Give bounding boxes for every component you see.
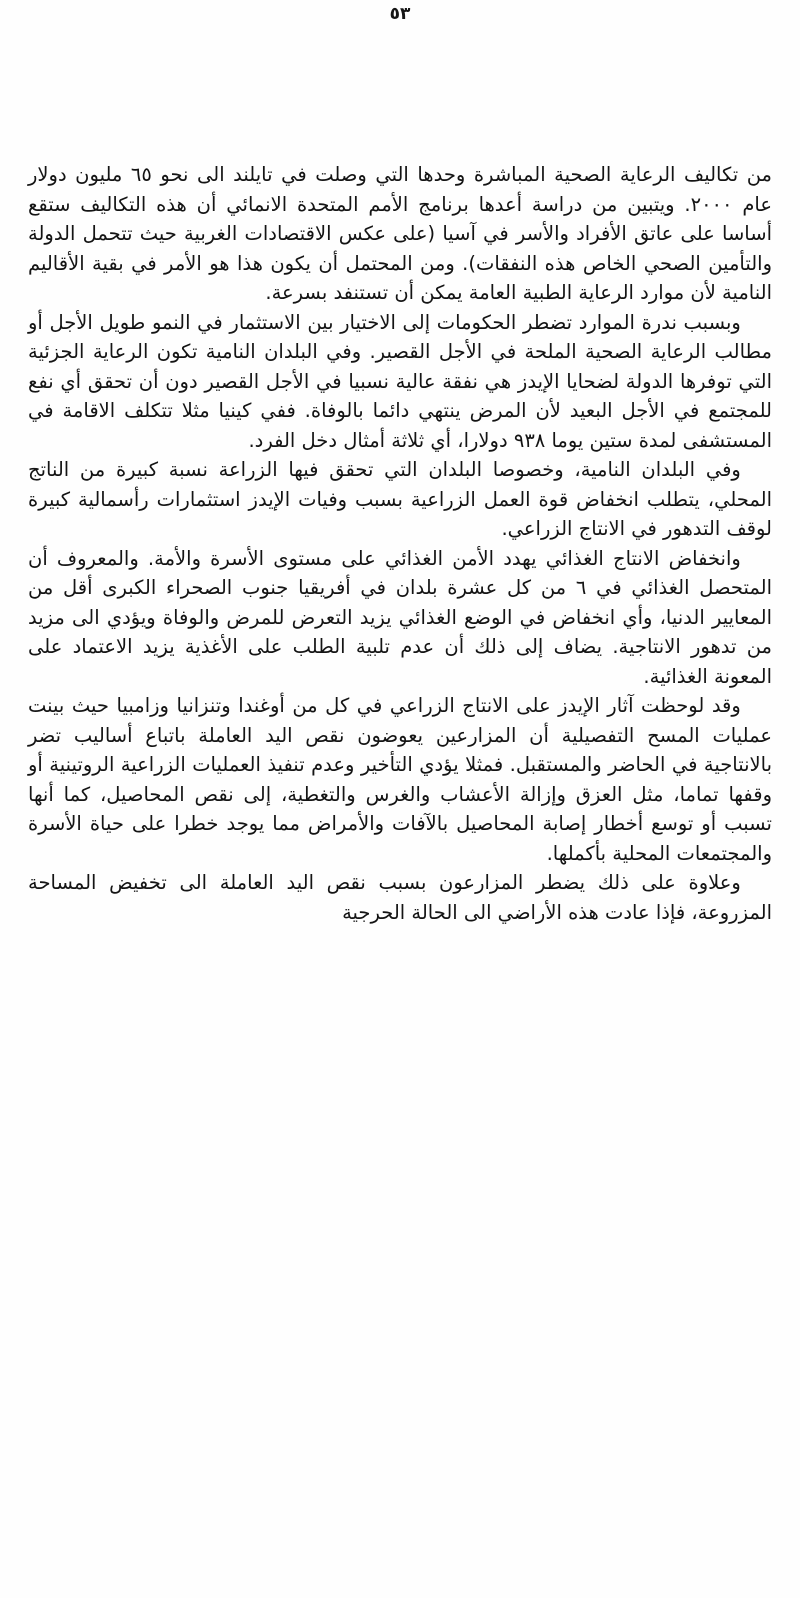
page-number: ٥٣ bbox=[389, 4, 411, 24]
paragraph-food-security: وانخفاض الانتاج الغذائي يهدد الأمن الغذائي على مستوى الأسرة والأمة. والمعروف أن المتحصل الغذائي في ٦ من كل عشرة بلدان في أفريقيا جنوب الصحراء الكبرى أقل من المعايير الدنيا، وأي انخفاض في الوضع الغذائي يزيد التعرض للمرض والوفاة ويؤدي الى مزيد من تدهور الانتاجية. يضاف إلى ذلك أن عدم تلبية الطلب على الأغذية يزيد الاعتماد على المعونة الغذائية. bbox=[28, 546, 772, 688]
paragraph-resource-scarcity: وبسبب ندرة الموارد تضطر الحكومات إلى الاختيار بين الاستثمار في النمو طويل الأجل أو مطالب الرعاية الصحية الملحة في الأجل القصير. وفي البلدان النامية تكون الرعاية الجزئية التي توفرها الدولة لضحايا الإيدز هي نفقة عالية نسبيا في الأجل القصير دون أن تحقق أي نفع للمجتمع في الأجل البعيد لأن المرض ينتهي دائما بالوفاة. ففي كينيا مثلا تتكلف الاقامة في المستشفى لمدة ستين يوما ٩٣٨ دولارا، أي ثلاثة أمثال دخل الفرد. bbox=[28, 310, 772, 452]
paragraph-health-costs: من تكاليف الرعاية الصحية المباشرة وحدها التي وصلت في تايلند الى نحو ٦٥ مليون دولار عام ٢٠٠٠. ويتبين من دراسة أعدها برنامج الأمم المتحدة الانمائي أن هذه التكاليف ستقع أساسا على عاتق الأفراد والأسر في آسيا (على عكس الاقتصادات الغربية حيث تتحمل الدولة والتأمين الصحي الخاص هذه النفقات). ومن المحتمل أن يكون هذا هو الأمر في بقية الأقاليم النامية لأن موارد الرعاية الطبية العامة يمكن أن تستنفد بسرعة. bbox=[28, 163, 772, 304]
paragraph-reduced-cultivated-area: وعلاوة على ذلك يضطر المزارعون بسبب نقص اليد العاملة الى تخفيض المساحة المزروعة، فإذا عادت هذه الأراضي الى الحالة الحرجية bbox=[28, 871, 772, 924]
paragraph-aids-agriculture-effects: وقد لوحظت آثار الإيدز على الانتاج الزراعي في كل من أوغندا وتنزانيا وزامبيا حيث بينت عمليات المسح التفصيلية أن المزارعين يعوضون نقص اليد العاملة باتباع أساليب تضر بالانتاجية في الحاضر والمستقبل. فمثلا يؤدي التأخير وعدم تنفيذ العمليات الزراعية الروتينية أو وقفها تماما، مثل العزق وإزالة الأعشاب والغرس والتغطية، إلى نقص المحاصيل، كما أنها تسبب أو توسع أخطار إصابة المحاصيل بالآفات والأمراض مما يوجد خطرا على حياة الأسرة والمجتمعات المحلية بأكملها. bbox=[28, 694, 772, 865]
page-body bbox=[28, 160, 772, 927]
paragraph-agriculture-investment: وفي البلدان النامية، وخصوصا البلدان التي تحقق فيها الزراعة نسبة كبيرة من الناتج المحلي، يتطلب انخفاض قوة العمل الزراعية بسبب وفيات الإيدز استثمارات رأسمالية كبيرة لوقف التدهور في الانتاج الزراعي. bbox=[28, 458, 772, 540]
